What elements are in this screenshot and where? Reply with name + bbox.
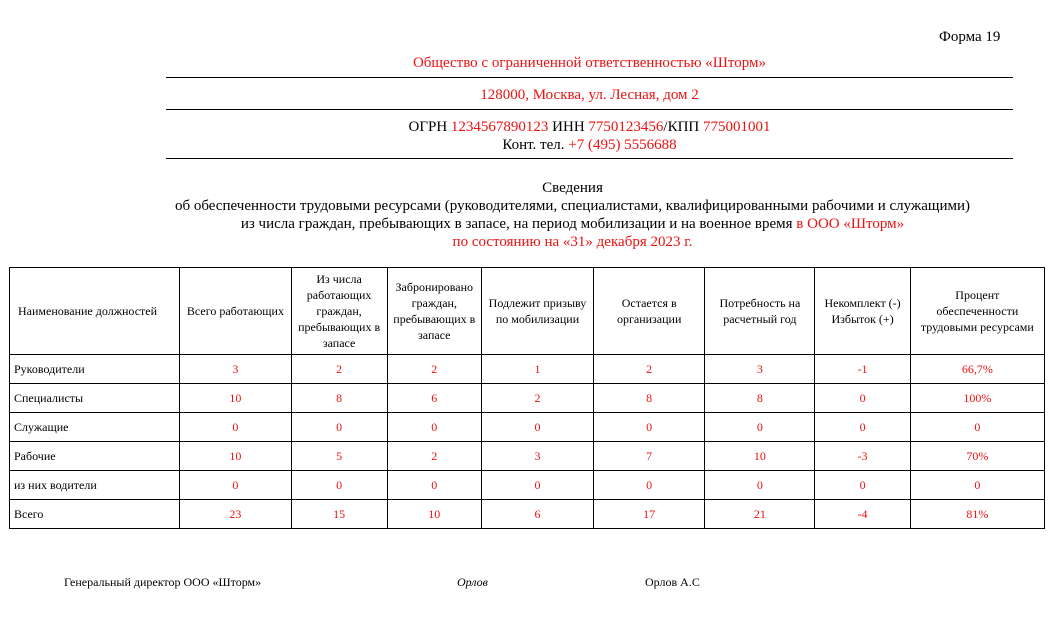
- table-cell: 100%: [910, 384, 1044, 413]
- signatory-name: Орлов А.С: [645, 575, 700, 589]
- title-line-2: об обеспеченности трудовыми ресурсами (руководителями, специалистами, квалифицированными рабочими и служащими): [174, 198, 971, 214]
- kpp-label: /КПП: [663, 119, 700, 135]
- table-cell: 2: [481, 384, 593, 413]
- resources-table: [9, 267, 1045, 529]
- table-cell: 8: [705, 384, 815, 413]
- org-address: 128000, Москва, ул. Лесная, дом 2: [480, 87, 699, 103]
- table-body: [10, 355, 1045, 529]
- table-cell: -3: [815, 442, 910, 471]
- kpp-value: 775001001: [703, 119, 771, 135]
- table-header-row: [10, 268, 1045, 355]
- table-cell: 0: [291, 413, 387, 442]
- column-header: Из числа работающих граждан, пребывающих в запасе: [291, 268, 387, 355]
- table-cell: 0: [180, 471, 291, 500]
- report-title: [100, 179, 1045, 251]
- column-header: Всего работающих: [180, 268, 291, 355]
- table-cell: 0: [705, 413, 815, 442]
- ogrn-value: 1234567890123: [450, 119, 549, 135]
- table-cell: 21: [705, 500, 815, 529]
- table-cell: 17: [594, 500, 705, 529]
- table-cell: 10: [180, 384, 291, 413]
- row-label: Специалисты: [10, 384, 180, 413]
- inn-value: 7750123456: [588, 119, 664, 135]
- table-row: [10, 413, 1045, 442]
- row-label: Служащие: [10, 413, 180, 442]
- table-cell: -4: [815, 500, 910, 529]
- table-cell: 0: [705, 471, 815, 500]
- title-line-3: [100, 215, 1045, 233]
- row-label: Всего: [10, 500, 180, 529]
- divider: [166, 158, 1013, 159]
- column-header: Остается в организации: [594, 268, 705, 355]
- divider: [166, 77, 1013, 78]
- column-header: Некомплект (-) Избыток (+): [815, 268, 910, 355]
- table-row: [10, 471, 1045, 500]
- table-cell: 10: [705, 442, 815, 471]
- table-cell: 3: [481, 442, 593, 471]
- table-cell: 0: [180, 413, 291, 442]
- table-cell: 66,7%: [910, 355, 1044, 384]
- table-cell: 8: [594, 384, 705, 413]
- table-cell: 0: [291, 471, 387, 500]
- table-cell: 0: [387, 413, 481, 442]
- table-row: [10, 384, 1045, 413]
- table-cell: 2: [291, 355, 387, 384]
- column-header: Подлежит призыву по мобилизации: [481, 268, 593, 355]
- table-cell: 0: [910, 413, 1044, 442]
- column-header: Наименование должностей: [10, 268, 180, 355]
- table-cell: 15: [291, 500, 387, 529]
- table-row: [10, 355, 1045, 384]
- table-cell: 0: [815, 471, 910, 500]
- table-cell: 0: [481, 413, 593, 442]
- table-row: [10, 500, 1045, 529]
- table-cell: 5: [291, 442, 387, 471]
- row-label: из них водители: [10, 471, 180, 500]
- table-cell: 0: [387, 471, 481, 500]
- row-label: Руководители: [10, 355, 180, 384]
- org-registration: [166, 118, 1013, 137]
- title-line-4-date: по состоянию на «31» декабря 2023 г.: [452, 234, 693, 250]
- org-name: Общество с ограниченной ответственностью «Шторм»: [412, 55, 767, 71]
- phone-label: Конт. тел.: [502, 137, 565, 153]
- table-cell: 6: [387, 384, 481, 413]
- table-cell: 0: [481, 471, 593, 500]
- table-cell: 23: [180, 500, 291, 529]
- inn-label: ИНН: [552, 119, 585, 135]
- table-cell: -1: [815, 355, 910, 384]
- table-cell: 6: [481, 500, 593, 529]
- signatory-position: Генеральный директор ООО «Шторм»: [64, 575, 262, 589]
- table-cell: 3: [705, 355, 815, 384]
- title-line-1: Сведения: [542, 180, 603, 196]
- table-cell: 0: [594, 471, 705, 500]
- title-line-3-text: из числа граждан, пребывающих в запасе, на период мобилизации и на военное время: [240, 216, 793, 232]
- table-cell: 81%: [910, 500, 1044, 529]
- table-cell: 0: [910, 471, 1044, 500]
- signature: Орлов: [457, 575, 488, 589]
- divider: [166, 109, 1013, 110]
- table-cell: 70%: [910, 442, 1044, 471]
- column-header: Процент обеспеченности трудовыми ресурсами: [910, 268, 1044, 355]
- column-header: Потребность на расчетный год: [705, 268, 815, 355]
- table-cell: 2: [387, 442, 481, 471]
- table-cell: 10: [180, 442, 291, 471]
- phone-value: +7 (495) 5556688: [568, 137, 677, 153]
- table-cell: 0: [815, 384, 910, 413]
- table-cell: 3: [180, 355, 291, 384]
- table-cell: 0: [594, 413, 705, 442]
- org-contact: [166, 136, 1013, 155]
- table-cell: 2: [594, 355, 705, 384]
- ogrn-label: ОГРН: [408, 119, 448, 135]
- title-line-3-org: в ООО «Шторм»: [796, 216, 905, 232]
- row-label: Рабочие: [10, 442, 180, 471]
- table-cell: 8: [291, 384, 387, 413]
- column-header: Забронировано граждан, пребывающих в запасе: [387, 268, 481, 355]
- table-cell: 7: [594, 442, 705, 471]
- table-cell: 0: [815, 413, 910, 442]
- table-cell: 2: [387, 355, 481, 384]
- form-number: Форма 19: [939, 29, 1001, 45]
- table-cell: 1: [481, 355, 593, 384]
- table-row: [10, 442, 1045, 471]
- table-cell: 10: [387, 500, 481, 529]
